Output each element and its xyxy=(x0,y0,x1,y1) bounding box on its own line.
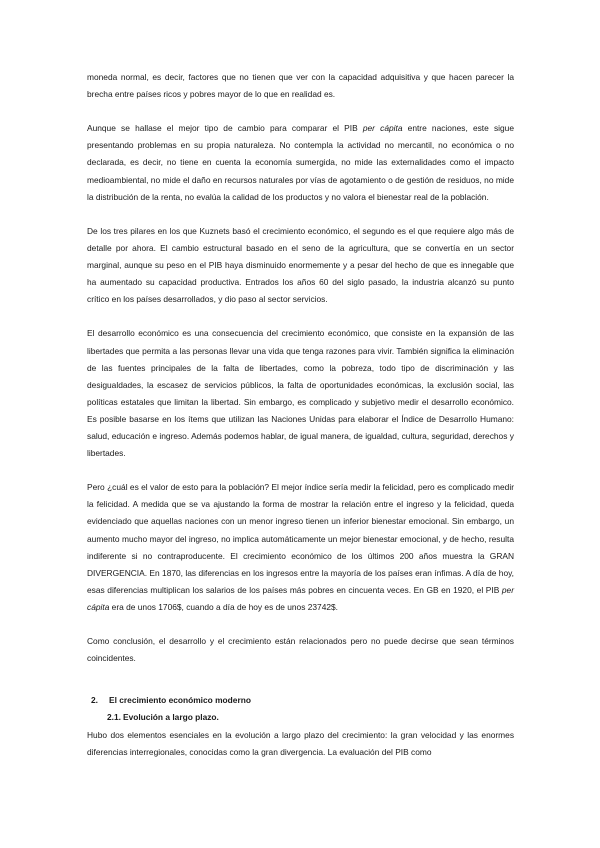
paragraph-1 xyxy=(87,69,514,103)
paragraph-final xyxy=(87,727,514,761)
paragraph-text: Pero ¿cuál es el valor de esto para la población? El mejor índice sería medir la felicidad, pero es complicado medir la felicidad. A medida que se va ajustando la forma de mostrar la relación entre el ingreso y la felicidad, queda evidenciado que aquellas naciones con un menor ingreso tienen un inferior bienestar emocional. Sin embargo, un aumento mucho mayor del ingreso, no implica automáticamente un mejor bienestar emocional, y de hecho, resulta indiferente si no contraproducente. El crecimiento económico de los últimos 200 años muestra la GRAN DIVERGENCIA. En 1870, las diferencias en los ingresos entre la mayoría de los países eran ínfimas. A día de hoy, esas diferencias multiplican los salarios de los países más pobres en cincuenta veces. En GB en 1920, el PIB xyxy=(87,482,514,595)
subsection-number: 2.1. xyxy=(107,712,121,723)
section-number: 2. xyxy=(91,695,98,706)
paragraph-text: De los tres pilares en los que Kuznets basó el crecimiento económico, el segundo es el que requiere algo más de detalle por ahora. El cambio estructural basado en el seno de la agricultura, que se convertía en un sector marginal, aunque su peso en el PIB haya disminuido enormemente y a pesar del hecho de que es innegable que ha aumentado su capacidad productiva. Entrados los años 60 del siglo pasado, la industria alcanzó su punto crítico en los países desarrollados, y dio paso al sector servicios. xyxy=(87,225,514,305)
paragraph-text: Aunque se hallase el mejor tipo de cambio para comparar el PIB xyxy=(87,123,363,134)
paragraph-text: era de unos 1706$, cuando a día de hoy es de unos 23742$. xyxy=(109,601,338,612)
section-title: El crecimiento económico moderno xyxy=(109,695,251,706)
italic-term: per cápita xyxy=(362,123,403,134)
section-spacer xyxy=(87,684,514,692)
italic-term: per cápita xyxy=(87,584,514,612)
section-heading xyxy=(87,692,514,709)
paragraph-6 xyxy=(87,633,514,667)
paragraph-4 xyxy=(87,325,514,462)
subsection-title: Evolución a largo plazo. xyxy=(123,712,219,723)
paragraph-text: Hubo dos elementos esenciales en la evolución a largo plazo del crecimiento: la gran velocidad y las enormes diferencias interregionales, conocidas como la gran divergencia. La evaluación del PIB como xyxy=(87,729,514,757)
paragraph-text: entre naciones, este sigue presentando problemas en su propia naturaleza. No contempla la actividad no mercantil, no económica o no declarada, es decir, no tiene en cuenta la economía sumergida, no mide las externalidades como el impacto medioambiental, no mide el daño en recursos naturales por vías de agotamiento o de gestión de residuos, no mide la distribución de la renta, no evalúa la calidad de los productos y no valora el bienestar real de la población. xyxy=(87,123,514,202)
paragraph-2 xyxy=(87,120,514,205)
paragraph-text: El desarrollo económico es una consecuencia del crecimiento económico, que consiste en la expansión de las libertades que permita a las personas llevar una vida que tenga razones para vivir. También significa la eliminación de las fuentes principales de la falta de libertades, como la pobreza, todo tipo de discriminación y las desigualdades, la escasez de servicios públicos, la falta de oportunidades económicas, la exclusión social, las políticas estatales que limitan la libertad. Sin embargo, es complicado y subjetivo medir el desarrollo económico. Es posible basarse en los ítems que utilizan las Naciones Unidas para elaborar el Índice de Desarrollo Humano: salud, educación e ingreso. Además podemos hablar, de igual manera, de igualdad, cultura, seguridad, derechos y libertades. xyxy=(87,328,514,459)
paragraph-5 xyxy=(87,479,514,616)
paragraph-text: moneda normal, es decir, factores que no tienen que ver con la capacidad adquisitiva y que hacen parecer la brecha entre países ricos y pobres mayor de lo que en realidad es. xyxy=(87,72,514,100)
paragraph-3 xyxy=(87,223,514,308)
document-page xyxy=(87,69,514,761)
subsection-heading xyxy=(87,709,514,726)
paragraph-text: Como conclusión, el desarrollo y el crecimiento están relacionados pero no puede decirse que sean términos coincidentes. xyxy=(87,636,514,664)
